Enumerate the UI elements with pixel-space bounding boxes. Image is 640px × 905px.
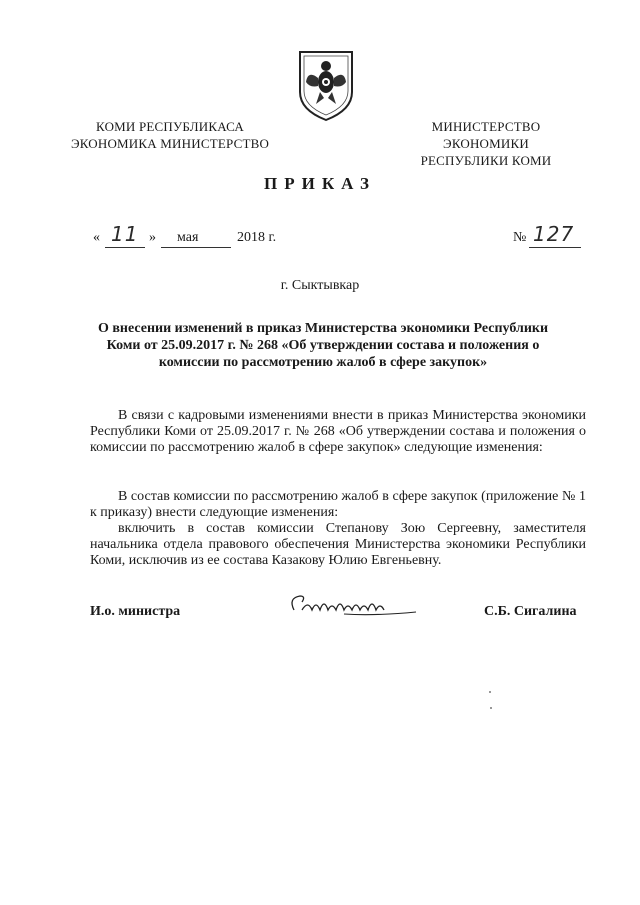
date-number-row bbox=[93, 222, 593, 252]
handwritten-signature bbox=[284, 588, 424, 624]
body-paragraph-3: включить в состав комиссии Степанову Зою Сергеевну, заместителя начальника отдела правового обеспечения Министерства экономики Республики Коми, исключив из ее состава Казакову Юлию Евгеньевну. bbox=[90, 521, 586, 568]
body-paragraph-1: В связи с кадровыми изменениями внести в приказ Министерства экономики Республики Коми от 25.09.2017 г. № 268 «Об утверждении состава и положения о комиссии по рассмотрению жалоб в сфере закупок» следующие изменения: bbox=[90, 408, 586, 455]
header-left-line2: ЭКОНОМИКА МИНИСТЕРСТВО bbox=[70, 136, 270, 151]
header-right-line2: РЕСПУБЛИКИ КОМИ bbox=[420, 153, 552, 168]
number-underline bbox=[529, 247, 581, 248]
document-title: ПРИКАЗ bbox=[264, 174, 376, 193]
header-right bbox=[388, 118, 584, 169]
order-subject: О внесении изменений в приказ Министерства экономики Республики Коми от 25.09.2017 г. № 268 «Об утверждении состава и положения о комиссии по рассмотрению жалоб в сфере закупок» bbox=[97, 321, 549, 370]
header-left bbox=[70, 118, 270, 152]
header-left-line1: КОМИ РЕСПУБЛИКАСА bbox=[96, 119, 244, 134]
coat-of-arms-emblem bbox=[296, 48, 356, 122]
header-right-line1: МИНИСТЕРСТВО ЭКОНОМИКИ bbox=[431, 119, 541, 151]
order-number-value: 127 bbox=[533, 222, 575, 246]
scan-speck bbox=[490, 707, 492, 709]
scan-speck bbox=[489, 691, 491, 693]
body-paragraph-2: В состав комиссии по рассмотрению жалоб в сфере закупок (приложение № 1 к приказу) внести следующие изменения: bbox=[90, 489, 586, 520]
date-year: 2018 г. bbox=[237, 230, 277, 245]
date-day: 11 bbox=[111, 222, 139, 246]
day-underline bbox=[105, 247, 145, 248]
date-close-quote: » bbox=[149, 230, 156, 245]
date-month: мая bbox=[177, 230, 199, 245]
signatory-name: С.Б. Сигалина bbox=[484, 604, 577, 619]
city-line: г. Сыктывкар bbox=[280, 278, 360, 293]
signatory-position: И.о. министра bbox=[90, 604, 181, 619]
date-open-quote: « bbox=[93, 230, 100, 245]
order-number-prefix: № bbox=[513, 230, 527, 245]
month-underline bbox=[161, 247, 231, 248]
